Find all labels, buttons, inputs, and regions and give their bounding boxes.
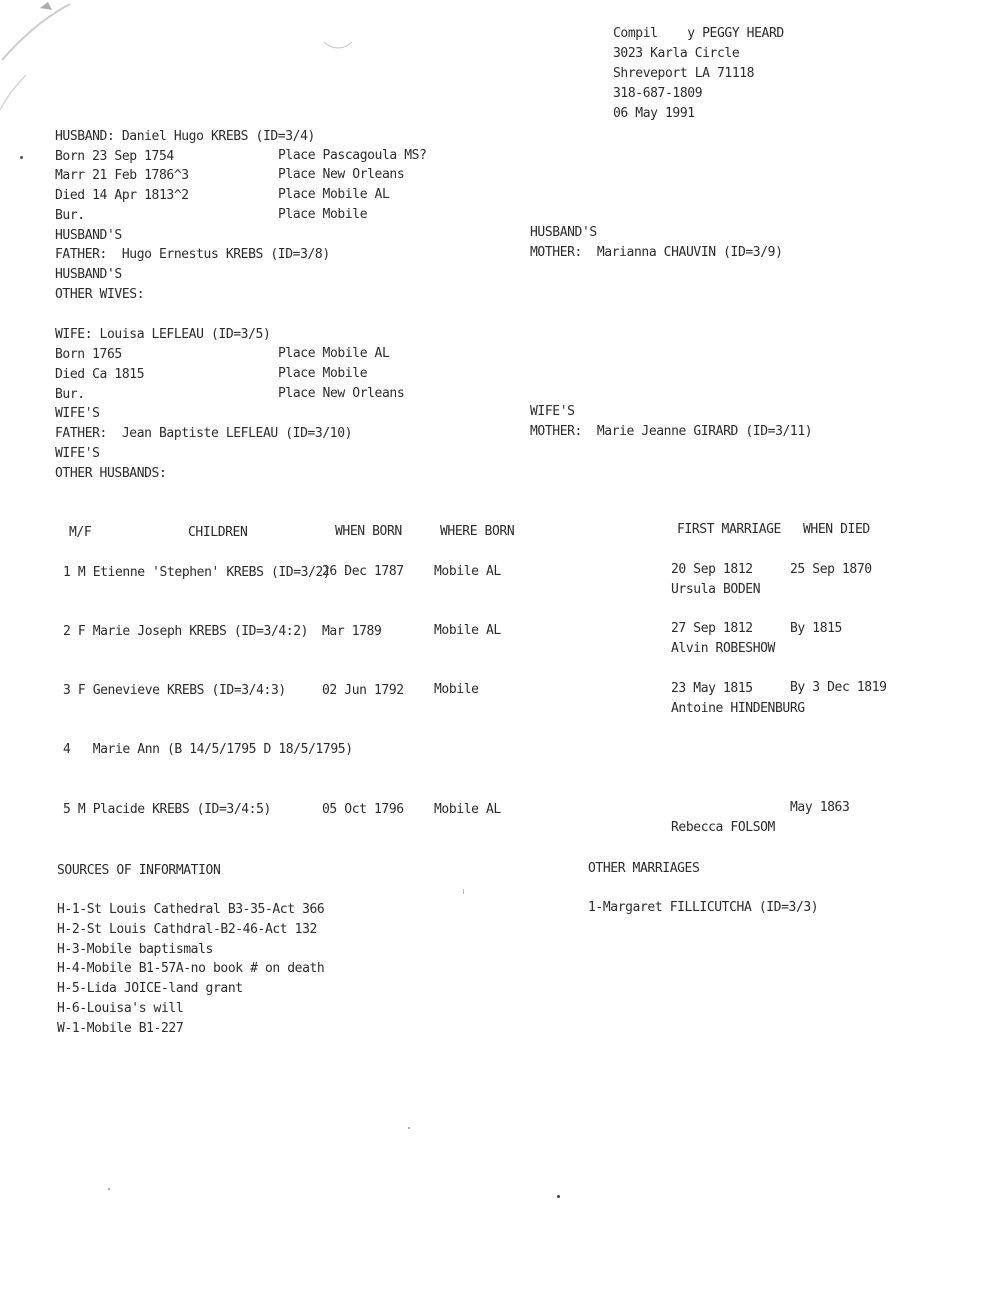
child-entry: 3 F Genevieve KREBS (ID=3/4:3) xyxy=(63,683,286,698)
source-item: H-5-Lida JOICE-land grant xyxy=(57,981,243,996)
wife-born-place: Place Mobile AL xyxy=(278,346,390,361)
husband-other-label: HUSBAND'S xyxy=(55,267,122,282)
paper-mark xyxy=(320,36,360,52)
child-where: Mobile xyxy=(434,682,479,697)
child-spouse: Ursula BODEN xyxy=(671,582,761,597)
source-item: H-3-Mobile baptismals xyxy=(57,942,213,957)
compiler-city: Shreveport LA 71118 xyxy=(613,66,755,81)
husband-died: Died 14 Apr 1813^2 xyxy=(55,188,189,203)
child-spouse: Alvin ROBESHOW xyxy=(671,641,775,656)
wife-bur-place: Place New Orleans xyxy=(278,386,405,401)
source-item: W-1-Mobile B1-227 xyxy=(57,1021,184,1036)
husband-died-place: Place Mobile AL xyxy=(278,187,390,202)
child-where: Mobile AL xyxy=(434,623,501,638)
wife-mother-label: WIFE'S xyxy=(530,404,575,419)
husband-marr-place: Place New Orleans xyxy=(278,167,405,182)
husband-born: Born 23 Sep 1754 xyxy=(55,149,174,164)
header-where-born: WHERE BORN xyxy=(440,524,515,539)
wife-father: FATHER: Jean Baptiste LEFLEAU (ID=3/10) xyxy=(55,426,353,441)
wife-mother: MOTHER: Marie Jeanne GIRARD (ID=3/11) xyxy=(530,424,813,439)
compiler-date: 06 May 1991 xyxy=(613,106,695,121)
child-where: Mobile AL xyxy=(434,802,501,817)
child-marriage: 20 Sep 1812 xyxy=(671,562,753,577)
compiler-name: Compil y PEGGY HEARD xyxy=(613,26,784,41)
wife-header: WIFE: Louisa LEFLEAU (ID=3/5) xyxy=(55,327,271,342)
wife-other-husbands: OTHER HUSBANDS: xyxy=(55,466,167,481)
source-item: H-2-St Louis Cathdral-B2-46-Act 132 xyxy=(57,922,317,937)
wife-father-label: WIFE'S xyxy=(55,406,100,421)
compiler-street: 3023 Karla Circle xyxy=(613,46,740,61)
wife-other-label: WIFE'S xyxy=(55,446,100,461)
child-spouse: Antoine HINDENBURG xyxy=(671,701,805,716)
other-marriages-title: OTHER MARRIAGES xyxy=(588,861,700,876)
child-born: Mar 1789 xyxy=(322,624,382,639)
paper-speck xyxy=(408,1127,410,1129)
header-mf: M/F xyxy=(69,525,92,540)
wife-died-place: Place Mobile xyxy=(278,366,368,381)
compiler-phone: 318-687-1809 xyxy=(613,86,703,101)
wife-born: Born 1765 xyxy=(55,347,122,362)
husband-other-wives: OTHER WIVES: xyxy=(55,287,145,302)
husband-bur: Bur. xyxy=(55,208,85,223)
child-born: 26 Dec 1787 xyxy=(322,564,404,579)
husband-mother-label: HUSBAND'S xyxy=(530,225,597,240)
child-born: 05 Oct 1796 xyxy=(322,802,404,817)
margin-dot xyxy=(20,156,23,159)
paper-speck xyxy=(463,889,464,894)
husband-father-label: HUSBAND'S xyxy=(55,228,122,243)
husband-marr: Marr 21 Feb 1786^3 xyxy=(55,168,189,183)
source-item: H-4-Mobile B1-57A-no book # on death xyxy=(57,961,325,976)
child-died: By 3 Dec 1819 xyxy=(790,680,887,695)
other-marriage-item: 1-Margaret FILLICUTCHA (ID=3/3) xyxy=(588,900,819,915)
child-marriage: 23 May 1815 xyxy=(671,681,753,696)
child-entry: 2 F Marie Joseph KREBS (ID=3/4:2) xyxy=(63,624,309,639)
child-entry: 1 M Etienne 'Stephen' KREBS (ID=3/2) xyxy=(63,565,331,580)
child-where: Mobile AL xyxy=(434,564,501,579)
wife-bur: Bur. xyxy=(55,387,85,402)
child-marriage: 27 Sep 1812 xyxy=(671,621,753,636)
wife-died: Died Ca 1815 xyxy=(55,367,145,382)
child-entry: 4 Marie Ann (B 14/5/1795 D 18/5/1795) xyxy=(63,742,353,757)
child-entry: 5 M Placide KREBS (ID=3/4:5) xyxy=(63,802,271,817)
source-item: H-6-Louisa's will xyxy=(57,1001,184,1016)
sources-title: SOURCES OF INFORMATION xyxy=(57,863,221,878)
child-spouse: Rebecca FOLSOM xyxy=(671,820,775,835)
child-died: May 1863 xyxy=(790,800,850,815)
source-item: H-1-St Louis Cathedral B3-35-Act 366 xyxy=(57,902,325,917)
child-died: 25 Sep 1870 xyxy=(790,562,872,577)
corner-smudge xyxy=(0,0,120,130)
header-when-died: WHEN DIED xyxy=(803,522,870,537)
child-born: 02 Jun 1792 xyxy=(322,683,404,698)
child-died: By 1815 xyxy=(790,621,842,636)
husband-bur-place: Place Mobile xyxy=(278,207,368,222)
husband-mother: MOTHER: Marianna CHAUVIN (ID=3/9) xyxy=(530,245,783,260)
husband-father: FATHER: Hugo Ernestus KREBS (ID=3/8) xyxy=(55,247,330,262)
paper-speck xyxy=(557,1195,560,1198)
header-first-marriage: FIRST MARRIAGE xyxy=(677,522,781,537)
header-children: CHILDREN xyxy=(188,525,248,540)
paper-speck xyxy=(108,1188,110,1190)
husband-header: HUSBAND: Daniel Hugo KREBS (ID=3/4) xyxy=(55,129,315,144)
header-when-born: WHEN BORN xyxy=(335,524,402,539)
husband-born-place: Place Pascagoula MS? xyxy=(278,148,427,163)
